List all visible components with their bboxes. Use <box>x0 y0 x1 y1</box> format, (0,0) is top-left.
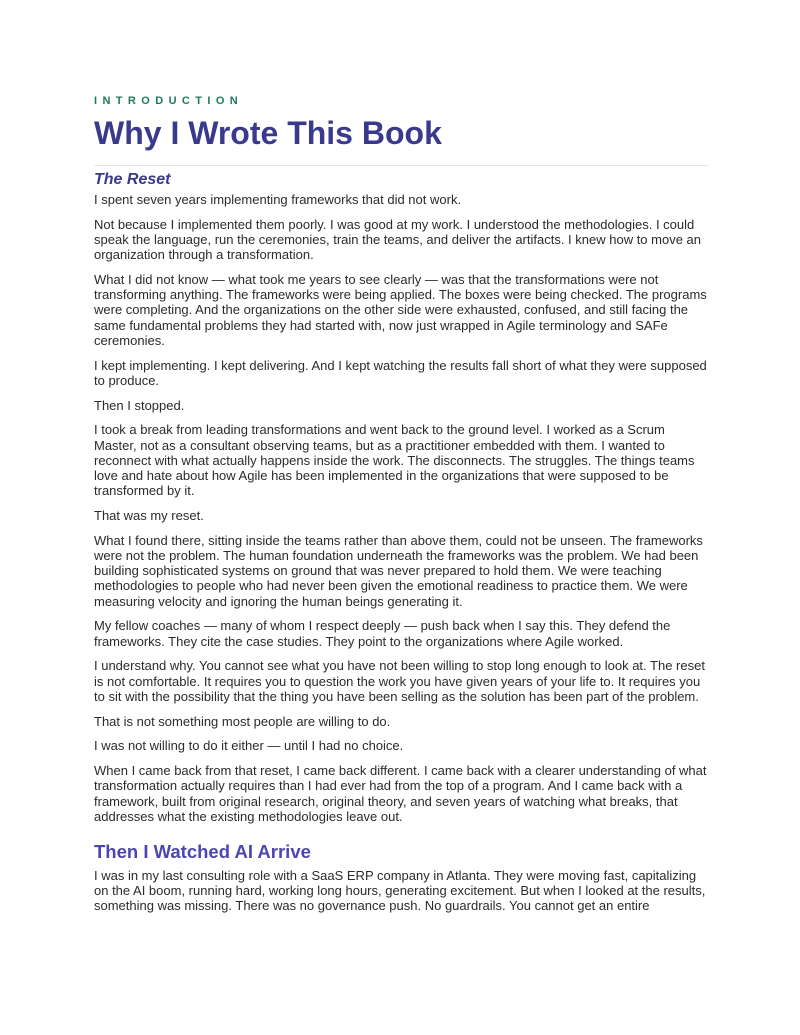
section-heading: Then I Watched AI Arrive <box>94 841 311 863</box>
paragraph: What I found there, sitting inside the teams rather than above them, could not be unseen. The frameworks were not the problem. The human foundation underneath the frameworks was the problem. We had been building sophisticated systems on ground that was never prepared to hold them. We were teaching methodologies to people who had never been given the emotional readiness to practice them. We were measuring velocity and ignoring the human beings generating it. <box>94 532 703 609</box>
paragraph: Not because I implemented them poorly. I was good at my work. I understood the methodologies. I could speak the language, run the ceremonies, train the teams, and deliver the artifacts. I knew how to move an organization through a transformation. <box>94 216 702 263</box>
paragraph: Then I stopped. <box>94 397 185 413</box>
paragraph: That is not something most people are willing to do. <box>94 713 391 729</box>
paragraph: That was my reset. <box>94 508 204 524</box>
paragraph: I spent seven years implementing frameworks that did not work. <box>94 192 462 207</box>
paragraph: I took a break from leading transformations and went back to the ground level. I worked as a Scrum Master, not as a consultant observing teams, but as a practitioner embedded with them. I wanted to reconnect with what actually happens inside the work. The disconnects. The struggles. The things teams love and hate about how Agile has been implemented in the organizations that were supposed to be transformed by it. <box>94 422 695 499</box>
section-ai-arrive <box>94 841 708 914</box>
paragraph: When I came back from that reset, I came back different. I came back with a clearer understanding of what transformation actually requires than I had ever had from the top of a program. And I came back with a framework, built from original research, original theory, and seven years of watching what breaks, that addresses what the existing methodologies leave out. <box>94 763 707 824</box>
paragraph: I was in my last consulting role with a SaaS ERP company in Atlanta. They were moving fast, capitalizing on the AI boom, running hard, working long hours, generating excitement. But when I looked at the results, something was missing. There was no governance push. No guardrails. You cannot get an entire <box>94 868 706 914</box>
paragraph: My fellow coaches — many of whom I respect deeply — push back when I say this. They defend the frameworks. They cite the case studies. They point to the organizations where Agile worked. <box>94 618 671 649</box>
section-the-reset <box>94 169 708 824</box>
paragraph: I was not willing to do it either — until I had no choice. <box>94 738 404 754</box>
section-eyebrow: INTRODUCTION <box>94 95 244 107</box>
subsection-heading: The Reset <box>94 171 171 188</box>
page-title: Why I Wrote This Book <box>94 115 442 151</box>
document-page <box>94 95 708 923</box>
paragraph: What I did not know — what took me years to see clearly — was that the transformations were not transforming anything. The frameworks were being applied. The boxes were being checked. The programs were completing. And the organizations on the other side were exhausted, confused, and still facing the same fundamental problems they had started with, now just wrapped in Agile terminology and SAFe ceremonies. <box>94 272 707 348</box>
title-divider <box>94 165 708 166</box>
paragraph: I kept implementing. I kept delivering. And I kept watching the results fall short of what they were supposed to produce. <box>94 357 707 388</box>
paragraph: I understand why. You cannot see what you have not been willing to stop long enough to look at. The reset is not comfortable. It requires you to question the work you have given years of your life to. It requires you to sit with the possibility that the thing you have been selling as the solution has been part of the problem. <box>94 658 705 704</box>
